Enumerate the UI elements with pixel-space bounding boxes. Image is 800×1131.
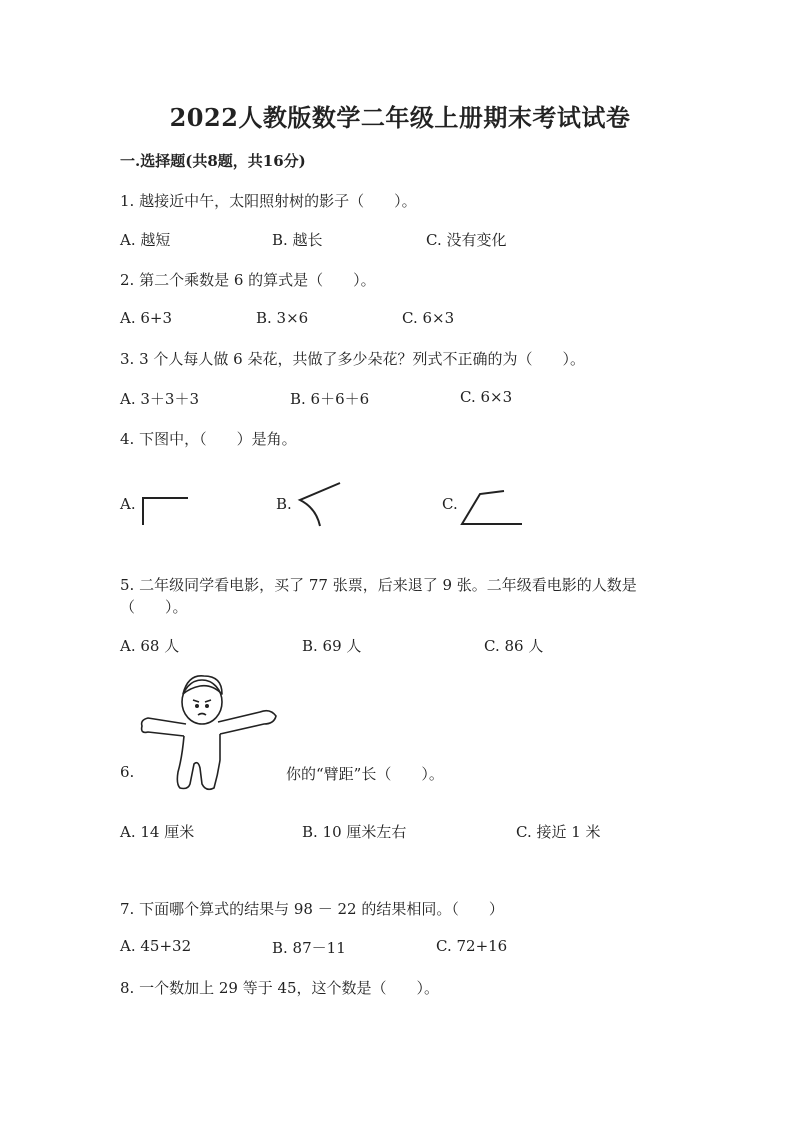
- child-arm-span-drawing: [138, 668, 282, 794]
- q4-option-b[interactable]: B.: [276, 495, 292, 513]
- q5-option-c[interactable]: C. 86 人: [484, 637, 544, 655]
- question-2: 2. 第二个乘数是 6 的算式是（ ）。: [120, 271, 376, 289]
- question-1: 1. 越接近中午，太阳照射树的影子（ ）。: [120, 192, 417, 210]
- q7-option-a[interactable]: A. 45+32: [120, 937, 192, 955]
- question-8: 8. 一个数加上 29 等于 45，这个数是（ ）。: [120, 979, 440, 997]
- q2-option-b[interactable]: B. 3×6: [256, 309, 309, 327]
- q7-option-c[interactable]: C. 72+16: [436, 937, 508, 955]
- question-6-number: 6.: [120, 763, 135, 781]
- q4-option-c[interactable]: C.: [442, 495, 458, 513]
- q1-option-a[interactable]: A. 越短: [120, 231, 171, 249]
- q3-option-b[interactable]: B. 6＋6＋6: [290, 390, 370, 408]
- q6-option-a[interactable]: A. 14 厘米: [120, 823, 195, 841]
- q1-option-b[interactable]: B. 越长: [272, 231, 323, 249]
- q3-option-a[interactable]: A. 3＋3＋3: [120, 390, 199, 408]
- q7-option-b[interactable]: B. 87－11: [272, 939, 346, 957]
- question-7: 7. 下面哪个算式的结果与 98 － 22 的结果相同。（ ）: [120, 900, 504, 918]
- curve-figure-b: [292, 478, 352, 530]
- question-6: 你的“臂距”长（ ）。: [286, 765, 444, 783]
- bent-line-figure-c: [456, 486, 528, 530]
- q5-option-a[interactable]: A. 68 人: [120, 637, 180, 655]
- q4-option-a[interactable]: A.: [120, 495, 136, 513]
- q2-option-c[interactable]: C. 6×3: [402, 309, 455, 327]
- q5-option-b[interactable]: B. 69 人: [302, 637, 362, 655]
- section-heading: 一.选择题(共8题，共16分): [120, 152, 306, 170]
- q6-option-b[interactable]: B. 10 厘米左右: [302, 823, 407, 841]
- q2-option-a[interactable]: A. 6+3: [120, 309, 173, 327]
- angle-figure-a: [138, 490, 198, 530]
- question-4: 4. 下图中，（ ）是角。: [120, 430, 297, 448]
- question-5: 5. 二年级同学看电影，买了 77 张票，后来退了 9 张。二年级看电影的人数是: [120, 576, 637, 594]
- page-title: 2022人教版数学二年级上册期末考试试卷: [169, 103, 631, 132]
- q6-option-c[interactable]: C. 接近 1 米: [516, 823, 601, 841]
- question-3: 3. 3 个人每人做 6 朵花，共做了多少朵花？列式不正确的为（ ）。: [120, 350, 585, 368]
- q3-option-c[interactable]: C. 6×3: [460, 388, 513, 406]
- q1-option-c[interactable]: C. 没有变化: [426, 231, 507, 249]
- question-5-continued: （ ）。: [120, 598, 188, 616]
